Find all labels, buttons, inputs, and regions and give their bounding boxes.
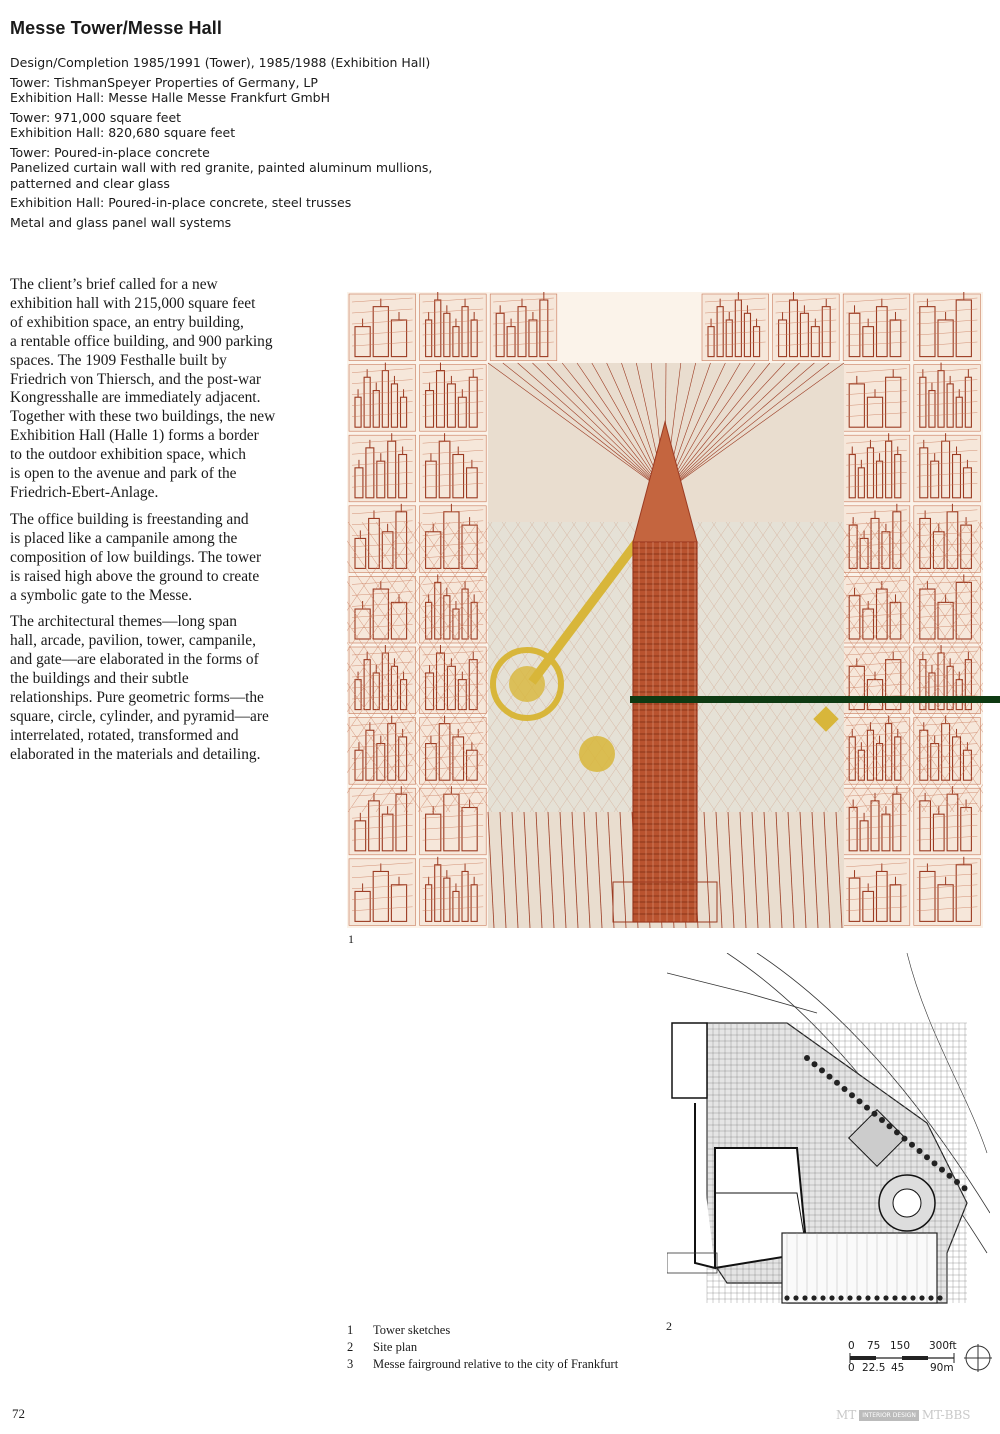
caption-item — [347, 1356, 618, 1373]
spec-line: Panelized curtain wall with red granite, painted aluminum mullions, — [10, 160, 433, 175]
body-line: is open to the avenue and park of the — [10, 465, 237, 483]
figure-number-1: 1 — [348, 932, 354, 946]
body-line: Together with these two buildings, the new — [10, 408, 276, 426]
body-line: spaces. The 1909 Festhalle built by — [10, 351, 227, 369]
scale-ft-75: 75 — [867, 1340, 881, 1352]
scale-m-45: 45 — [891, 1362, 905, 1374]
body-line: is raised high above the ground to create — [10, 567, 260, 585]
caption-text: Messe fairground relative to the city of Frankfurt — [373, 1357, 619, 1371]
caption-number: 2 — [347, 1340, 354, 1354]
body-paragraph — [10, 613, 335, 764]
caption-item — [347, 1339, 618, 1356]
project-specs — [10, 55, 510, 234]
scale-bar — [848, 1340, 998, 1380]
body-line: is placed like a campanile among the — [10, 529, 238, 547]
body-line: elaborated in the materials and detailing. — [10, 745, 261, 763]
spec-line: Exhibition Hall: Messe Halle Messe Frankfurt GmbH — [10, 90, 330, 105]
body-line: composition of low buildings. The tower — [10, 548, 262, 566]
watermark — [836, 1405, 996, 1425]
body-line: Friedrich-Ebert-Anlage. — [10, 483, 159, 501]
spec-group — [10, 55, 510, 71]
spec-group — [10, 75, 510, 106]
body-line: Kongresshalle are immediately adjacent. — [10, 389, 261, 407]
figure-captions — [347, 1322, 618, 1373]
body-line: square, circle, cylinder, and pyramid—are — [10, 707, 269, 725]
spec-line: Tower: TishmanSpeyer Properties of Germany, LP — [10, 74, 318, 90]
spec-group — [10, 145, 510, 192]
watermark-mid: INTERIOR DESIGN — [859, 1410, 919, 1421]
spec-line: Metal and glass panel wall systems — [10, 214, 232, 230]
body-line: and gate—are elaborated in the forms of — [10, 651, 259, 669]
spec-group — [10, 215, 510, 231]
spec-line: patterned and clear glass — [10, 175, 170, 191]
body-text — [10, 276, 335, 773]
body-line: a symbolic gate to the Messe. — [10, 586, 193, 604]
page-number: 72 — [12, 1406, 25, 1421]
body-line: of exhibition space, an entry building, — [10, 313, 244, 331]
spec-line: Exhibition Hall: Poured-in-place concrete, steel trusses — [10, 195, 352, 210]
body-paragraph — [10, 511, 335, 606]
tower-sketches-image — [347, 292, 983, 928]
caption-text: Tower sketches — [373, 1323, 451, 1337]
spec-group — [10, 110, 510, 141]
body-line: Friedrich von Thiersch, and the post-war — [10, 370, 262, 388]
caption-item — [347, 1322, 618, 1339]
watermark-brand: MT — [836, 1408, 857, 1422]
body-line: the buildings and their subtle — [10, 670, 189, 688]
body-line: to the outdoor exhibition space, which — [10, 446, 246, 464]
page-title: Messe Tower/Messe Hall — [10, 18, 222, 38]
scale-ft-300: 300ft — [929, 1340, 957, 1352]
spec-line: Tower: 971,000 square feet — [10, 109, 182, 125]
scale-m-22-5: 22.5 — [862, 1362, 886, 1374]
north-arrow-icon — [964, 1344, 992, 1372]
spec-line: Tower: Poured-in-place concrete — [10, 144, 210, 160]
body-paragraph — [10, 276, 335, 503]
figure-number-2: 2 — [666, 1319, 672, 1333]
site-plan-figure — [667, 953, 990, 1315]
site-plan-image — [667, 953, 990, 1315]
body-line: a rentable office building, and 900 parking — [10, 332, 273, 350]
body-line: The office building is freestanding and — [10, 510, 249, 528]
caption-text: Site plan — [373, 1340, 418, 1354]
body-line: The architectural themes—long span — [10, 613, 237, 631]
spec-line: Design/Completion 1985/1991 (Tower), 1985/1988 (Exhibition Hall) — [10, 55, 431, 70]
scale-ft-150: 150 — [890, 1340, 911, 1352]
spec-group — [10, 195, 510, 211]
body-line: hall, arcade, pavilion, tower, campanile, — [10, 632, 256, 650]
body-line: Exhibition Hall (Halle 1) forms a border — [10, 427, 259, 445]
caption-number: 3 — [347, 1357, 354, 1371]
scale-ft-0: 0 — [848, 1340, 855, 1352]
spec-line: Exhibition Hall: 820,680 square feet — [10, 125, 236, 140]
caption-number: 1 — [347, 1323, 354, 1337]
body-line: The client’s brief called for a new — [10, 276, 218, 293]
tower-sketches-figure — [347, 292, 983, 928]
scale-m-0: 0 — [848, 1362, 855, 1374]
body-line: exhibition hall with 215,000 square feet — [10, 294, 256, 312]
watermark-right: MT-BBS — [921, 1408, 971, 1422]
body-line: relationships. Pure geometric forms—the — [10, 689, 264, 707]
body-line: interrelated, rotated, transformed and — [10, 726, 239, 744]
scale-m-90: 90m — [930, 1362, 954, 1374]
scan-artifact-line — [630, 696, 1000, 703]
